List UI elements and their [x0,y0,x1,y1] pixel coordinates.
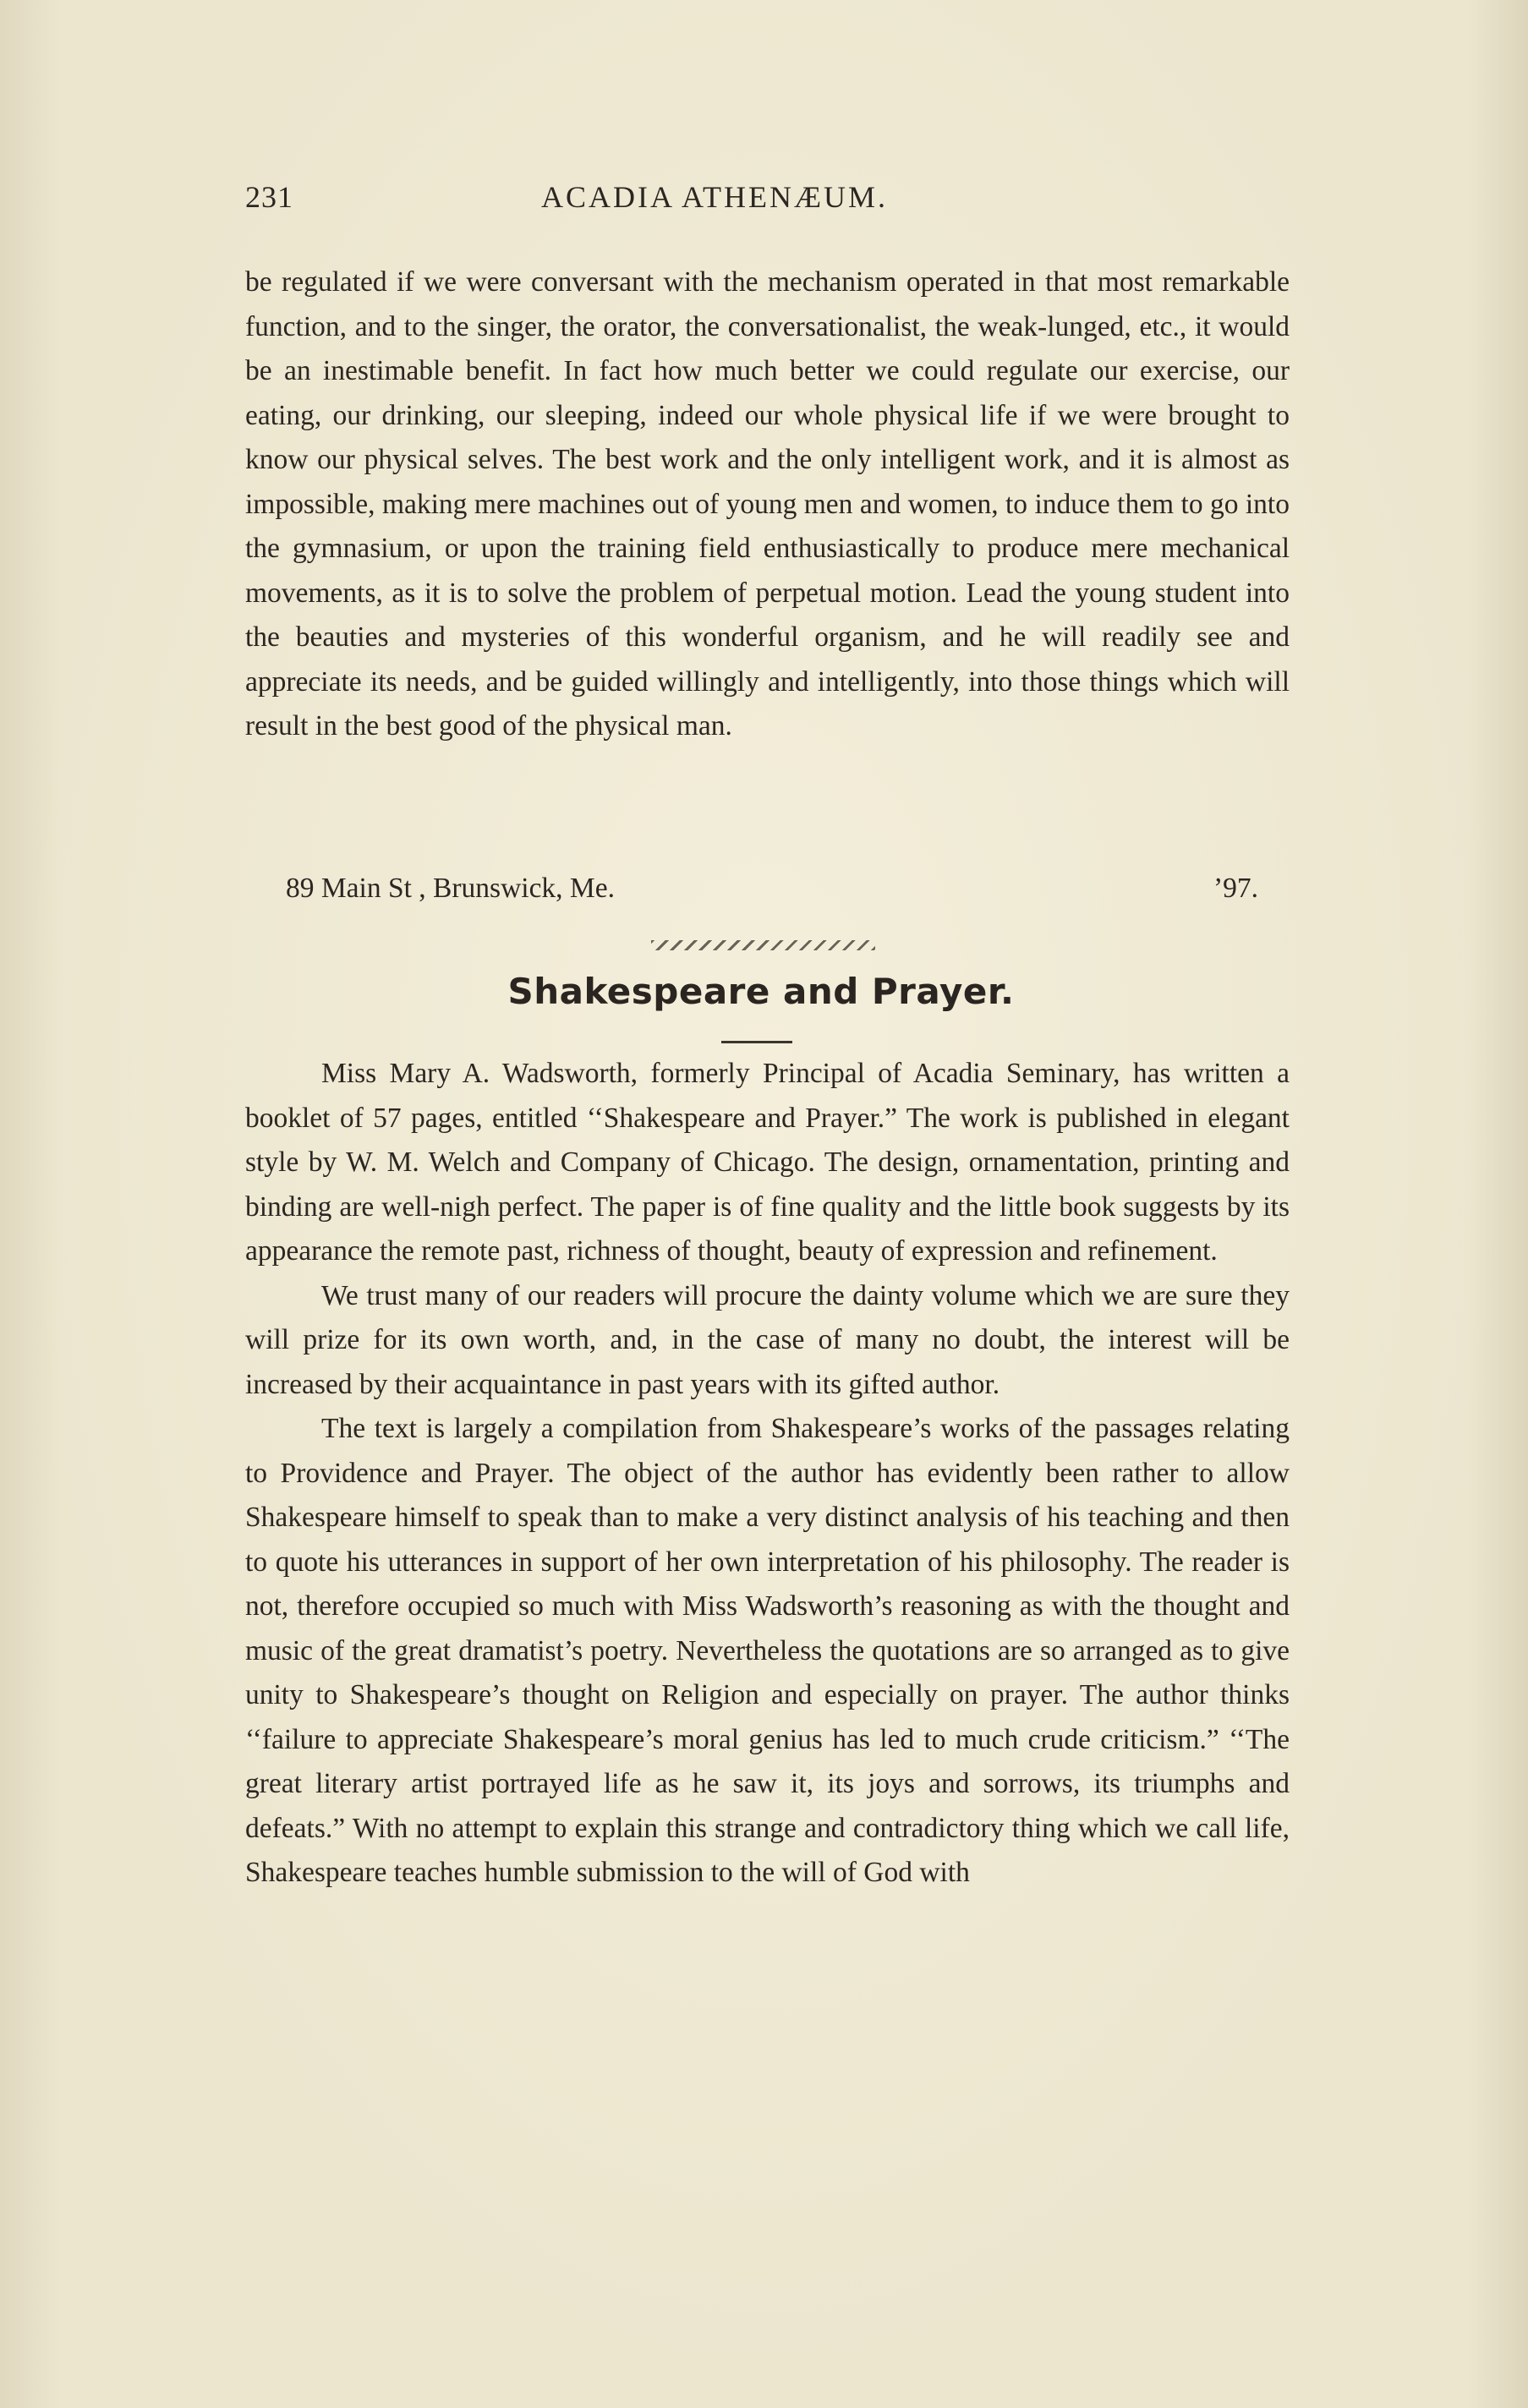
running-header [245,179,1298,227]
article-title: Shakespeare and Prayer. [507,971,1015,1012]
continued-article-text [245,260,1290,749]
signoff-address: 89 Main St , Brunswick, Me. [286,873,615,904]
author-signoff [286,873,1258,917]
signoff-class-year: ’97. [1213,873,1258,904]
body-paragraph: We trust many of our readers will procure the dainty volume which we are sure they will prize for its own worth, and, in the case of many no doubt, the interest will be increased by their acquaintance in past years with its gifted author. [245,1279,1290,1400]
article-body [245,1052,1290,1896]
title-underline-rule [721,1041,792,1043]
running-title: ACADIA ATHENÆUM. [541,180,889,214]
body-paragraph: be regulated if we were conversant with the mechanism operated in that most remarkable function, and to the singer, the orator, the conversationalist, the weak-lunged, etc., it would be an inestimable benefit. In fact how much better we could regulate our exercise, our eating, our drinking, our sleeping, indeed our whole physical life if we were brought to know our physical selves. The best work and the only intelligent work, and it is almost as impossible, making mere machines out of young men and women, to induce them to go into the gymnasium, or upon the training field enthusiastically to produce mere mechanical movements, as it is to solve the problem of perpetual motion. Lead the young student into the beauties and mysteries of this wonderful organism, and he will readily see and appreciate its needs, and be guided willingly and intelligently, into those things which will result in the best good of the physical man. [245,266,1290,742]
body-paragraph: The text is largely a compilation from Shakespeare’s works of the passages relating to Providence and Prayer. The object of the author has evidently been rather to allow Shakespeare himself to speak than to make a very distinct analysis of his teaching and then to quote his utterances in support of her own interpretation of his philosophy. The reader is not, therefore occupied so much with Miss Wadsworth’s reasoning as with the thought and music of the great dramatist’s poetry. Nevertheless the quotations are so arranged as to give unity to Shakespeare’s thought on Religion and especially on prayer. The author thinks ‘‘failure to appreciate Shakespeare’s moral genius has led to much crude criticism.” ‘‘The great literary artist portrayed life as he saw it, its joys and sorrows, its triumphs and defeats.” With no attempt to explain this strange and contradictory thing which we call life, Shakespeare teaches humble submission to the will of God with [245,1413,1290,1888]
ornamental-divider [651,940,875,950]
body-paragraph: Miss Mary A. Wadsworth, formerly Principal of Acadia Seminary, has written a booklet of 57 pages, entitled ‘‘Shakespeare and Prayer.” The work is published in elegant style by W. M. Welch and Company of Chicago. The design, ornamentation, printing and binding are well-nigh perfect. The paper is of fine quality and the little book suggests by its appearance the remote past, richness of thought, beauty of expression and refinement. [245,1058,1290,1267]
page-number: 231 [245,180,293,214]
